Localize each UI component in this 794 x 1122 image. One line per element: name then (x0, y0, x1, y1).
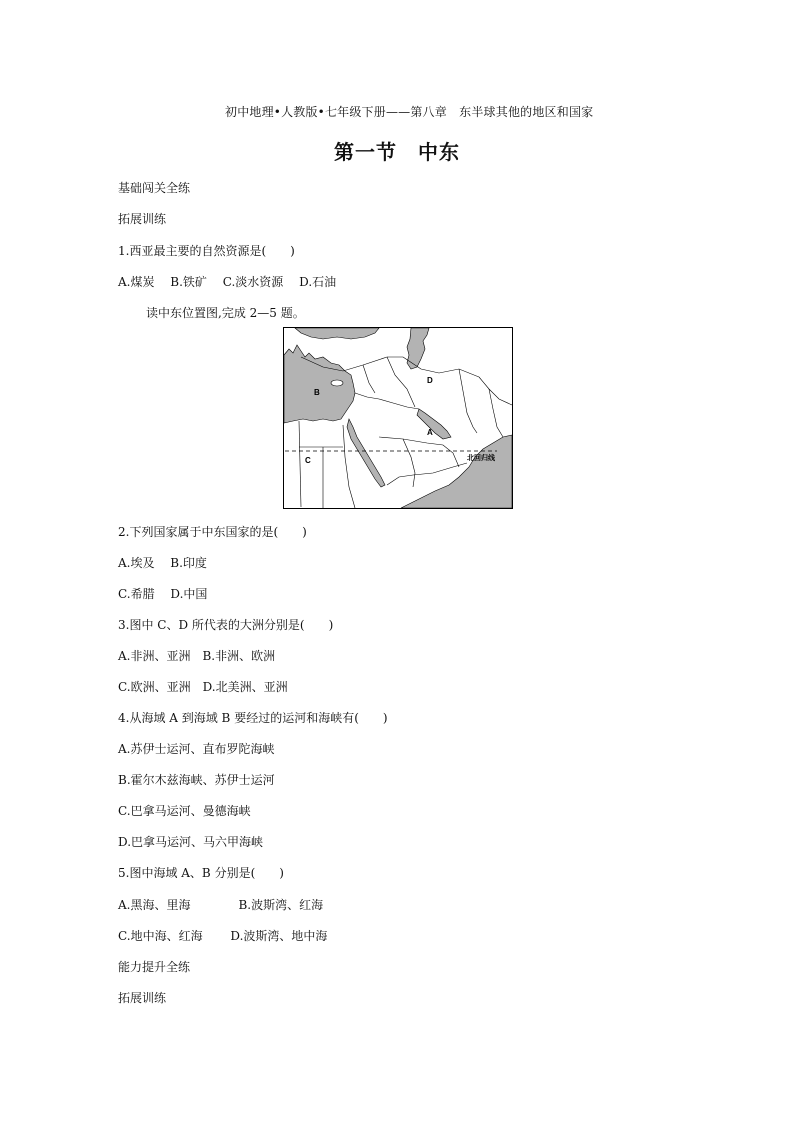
question-4-option-d: D.巴拿马运河、马六甲海峡 (118, 835, 264, 849)
map-instruction: 读中东位置图,完成 2—5 题。 (146, 306, 305, 320)
question-5-options-cd: C.地中海、红海 D.波斯湾、地中海 (118, 929, 328, 943)
section-title: 第一节 中东 (334, 140, 460, 164)
page-header: 初中地理•人教版•七年级下册——第八章 东半球其他的地区和国家 (225, 105, 594, 119)
middle-east-map (283, 327, 513, 509)
question-2: 2.下列国家属于中东国家的是( ) (118, 525, 307, 539)
question-3-options-cd: C.欧洲、亚洲 D.北美洲、亚洲 (118, 680, 288, 694)
question-4: 4.从海域 A 到海域 B 要经过的运河和海峡有( ) (118, 711, 388, 725)
question-2-options-cd: C.希腊 D.中国 (118, 587, 208, 601)
question-2-options-ab: A.埃及 B.印度 (118, 556, 207, 570)
question-4-option-a: A.苏伊士运河、直布罗陀海峡 (118, 742, 275, 756)
question-3-options-ab: A.非洲、亚洲 B.非洲、欧洲 (118, 649, 276, 663)
map-label-c: C (305, 456, 311, 465)
map-label-d: D (427, 376, 433, 385)
tropic-label: 北回归线 (467, 454, 495, 462)
cyprus-island (331, 380, 343, 386)
question-3: 3.图中 C、D 所代表的大洲分别是( ) (118, 618, 334, 632)
map-label-a: A (427, 428, 433, 437)
question-4-option-c: C.巴拿马运河、曼德海峡 (118, 804, 251, 818)
question-1: 1.西亚最主要的自然资源是( ) (118, 244, 295, 258)
question-1-options: A.煤炭 B.铁矿 C.淡水资源 D.石油 (118, 275, 337, 289)
map-label-b: B (314, 388, 320, 397)
question-5: 5.图中海域 A、B 分别是( ) (118, 866, 284, 880)
question-4-option-b: B.霍尔木兹海峡、苏伊士运河 (118, 773, 275, 787)
subsection-heading: 拓展训练 (118, 212, 167, 226)
question-5-options-ab: A.黑海、里海 B.波斯湾、红海 (118, 898, 324, 912)
section-heading-advanced: 能力提升全练 (118, 960, 191, 974)
section-heading-basic: 基础闯关全练 (118, 181, 191, 195)
subsection-heading-2: 拓展训练 (118, 991, 167, 1005)
